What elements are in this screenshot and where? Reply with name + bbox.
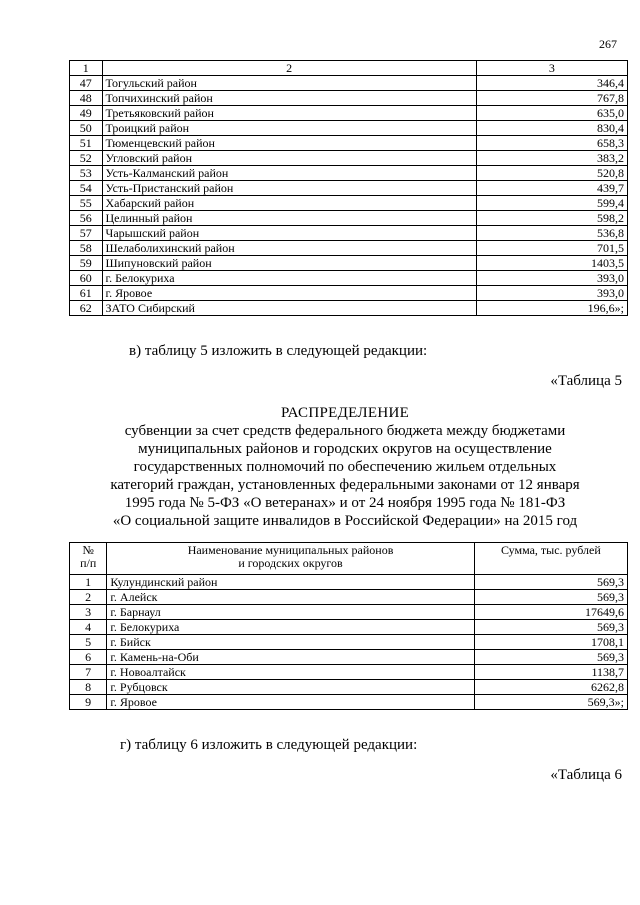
row-number: 54 <box>70 181 103 196</box>
table-continued <box>69 60 628 316</box>
row-name: Тогульский район <box>102 76 476 91</box>
table-row <box>70 76 628 91</box>
row-name: г. Яровое <box>102 286 476 301</box>
row-value: 569,3»; <box>474 695 627 710</box>
header-col-1: 1 <box>70 61 103 76</box>
table-row <box>70 106 628 121</box>
instruction-table-5: в) таблицу 5 изложить в следующей редакции: <box>129 343 428 359</box>
instruction-table-6: г) таблицу 6 изложить в следующей редакции: <box>120 737 418 753</box>
row-number: 47 <box>70 76 103 91</box>
row-name: Тюменцевский район <box>102 136 476 151</box>
table-row <box>70 181 628 196</box>
row-name: г. Рубцовск <box>107 680 474 695</box>
row-value: 569,3 <box>474 650 627 665</box>
row-number: 62 <box>70 301 103 316</box>
row-value: 393,0 <box>476 286 627 301</box>
row-value: 6262,8 <box>474 680 627 695</box>
row-value: 383,2 <box>476 151 627 166</box>
row-name: Чарышский район <box>102 226 476 241</box>
row-value: 658,3 <box>476 136 627 151</box>
table-row <box>70 226 628 241</box>
table-row <box>70 590 628 605</box>
row-name: г. Новоалтайск <box>107 665 474 680</box>
header-sum: Сумма, тыс. рублей <box>474 543 627 575</box>
title-line: «О социальной защите инвалидов в Российской Федерации» на 2015 год <box>112 513 578 529</box>
table-row <box>70 271 628 286</box>
row-value: 536,8 <box>476 226 627 241</box>
row-number: 3 <box>70 605 107 620</box>
header-number <box>70 543 107 575</box>
header-number-line-2: п/п <box>80 556 97 570</box>
header-number-line-1: № <box>82 543 94 557</box>
row-number: 6 <box>70 650 107 665</box>
row-number: 51 <box>70 136 103 151</box>
row-name: ЗАТО Сибирский <box>102 301 476 316</box>
table-row <box>70 196 628 211</box>
row-value: 599,4 <box>476 196 627 211</box>
row-name: Шипуновский район <box>102 256 476 271</box>
table-row <box>70 91 628 106</box>
row-number: 50 <box>70 121 103 136</box>
row-number: 2 <box>70 590 107 605</box>
header-name-line-2: и городских округов <box>238 556 343 570</box>
row-number: 5 <box>70 635 107 650</box>
table-row <box>70 211 628 226</box>
row-value: 830,4 <box>476 121 627 136</box>
row-number: 57 <box>70 226 103 241</box>
row-number: 1 <box>70 575 107 590</box>
row-name: г. Белокуриха <box>102 271 476 286</box>
row-name: Топчихинский район <box>102 91 476 106</box>
table-6-label: «Таблица 6 <box>550 767 622 783</box>
row-name: г. Белокуриха <box>107 620 474 635</box>
row-name: Целинный район <box>102 211 476 226</box>
table-header-row <box>70 543 628 575</box>
header-col-2: 2 <box>102 61 476 76</box>
row-name: Усть-Пристанский район <box>102 181 476 196</box>
row-value: 439,7 <box>476 181 627 196</box>
row-value: 196,6»; <box>476 301 627 316</box>
table-row <box>70 121 628 136</box>
table-row <box>70 151 628 166</box>
row-number: 56 <box>70 211 103 226</box>
row-value: 346,4 <box>476 76 627 91</box>
row-number: 9 <box>70 695 107 710</box>
row-name: г. Барнаул <box>107 605 474 620</box>
title-line: муниципальных районов и городских округов на осуществление <box>138 441 552 457</box>
table-row <box>70 635 628 650</box>
row-value: 569,3 <box>474 590 627 605</box>
row-name: Троицкий район <box>102 121 476 136</box>
row-value: 1708,1 <box>474 635 627 650</box>
table-row <box>70 301 628 316</box>
table-row <box>70 605 628 620</box>
row-name: Третьяковский район <box>102 106 476 121</box>
row-number: 53 <box>70 166 103 181</box>
row-value: 17649,6 <box>474 605 627 620</box>
table-row <box>70 286 628 301</box>
title-line: 1995 года № 5-ФЗ «О ветеранах» и от 24 ноября 1995 года № 181-ФЗ <box>124 495 566 511</box>
table-5 <box>69 542 628 710</box>
row-name: Угловский район <box>102 151 476 166</box>
title-line: субвенции за счет средств федерального бюджета между бюджетами <box>124 423 566 439</box>
table-row <box>70 680 628 695</box>
row-value: 393,0 <box>476 271 627 286</box>
table-row <box>70 136 628 151</box>
title-line: категорий граждан, установленных федеральными законами от 12 января <box>110 477 580 493</box>
row-number: 55 <box>70 196 103 211</box>
row-name: Кулундинский район <box>107 575 474 590</box>
row-name: г. Яровое <box>107 695 474 710</box>
table-row <box>70 695 628 710</box>
row-value: 1403,5 <box>476 256 627 271</box>
title-line: государственных полномочий по обеспечению жильем отдельных <box>133 459 557 475</box>
row-number: 61 <box>70 286 103 301</box>
table-row <box>70 166 628 181</box>
row-number: 52 <box>70 151 103 166</box>
row-number: 49 <box>70 106 103 121</box>
row-value: 701,5 <box>476 241 627 256</box>
page-number: 267 <box>599 37 617 51</box>
row-name: г. Алейск <box>107 590 474 605</box>
row-number: 59 <box>70 256 103 271</box>
header-name-line-1: Наименование муниципальных районов <box>187 543 394 557</box>
table-5-label: «Таблица 5 <box>550 373 622 389</box>
table-row <box>70 256 628 271</box>
header-name <box>107 543 474 575</box>
row-value: 1138,7 <box>474 665 627 680</box>
row-value: 635,0 <box>476 106 627 121</box>
table-header-row <box>70 61 628 76</box>
table-row <box>70 620 628 635</box>
title-heading: РАСПРЕДЕЛЕНИЕ <box>280 405 410 421</box>
row-name: Шелаболихинский район <box>102 241 476 256</box>
row-number: 4 <box>70 620 107 635</box>
table-row <box>70 650 628 665</box>
row-number: 7 <box>70 665 107 680</box>
row-value: 520,8 <box>476 166 627 181</box>
table-row <box>70 665 628 680</box>
distribution-title <box>60 404 630 530</box>
row-value: 569,3 <box>474 575 627 590</box>
header-col-3: 3 <box>476 61 627 76</box>
row-number: 58 <box>70 241 103 256</box>
row-number: 8 <box>70 680 107 695</box>
row-number: 48 <box>70 91 103 106</box>
row-number: 60 <box>70 271 103 286</box>
row-name: Усть-Калманский район <box>102 166 476 181</box>
table-row <box>70 241 628 256</box>
row-value: 767,8 <box>476 91 627 106</box>
table-row <box>70 575 628 590</box>
row-name: Хабарский район <box>102 196 476 211</box>
row-name: г. Бийск <box>107 635 474 650</box>
row-name: г. Камень-на-Оби <box>107 650 474 665</box>
row-value: 598,2 <box>476 211 627 226</box>
row-value: 569,3 <box>474 620 627 635</box>
